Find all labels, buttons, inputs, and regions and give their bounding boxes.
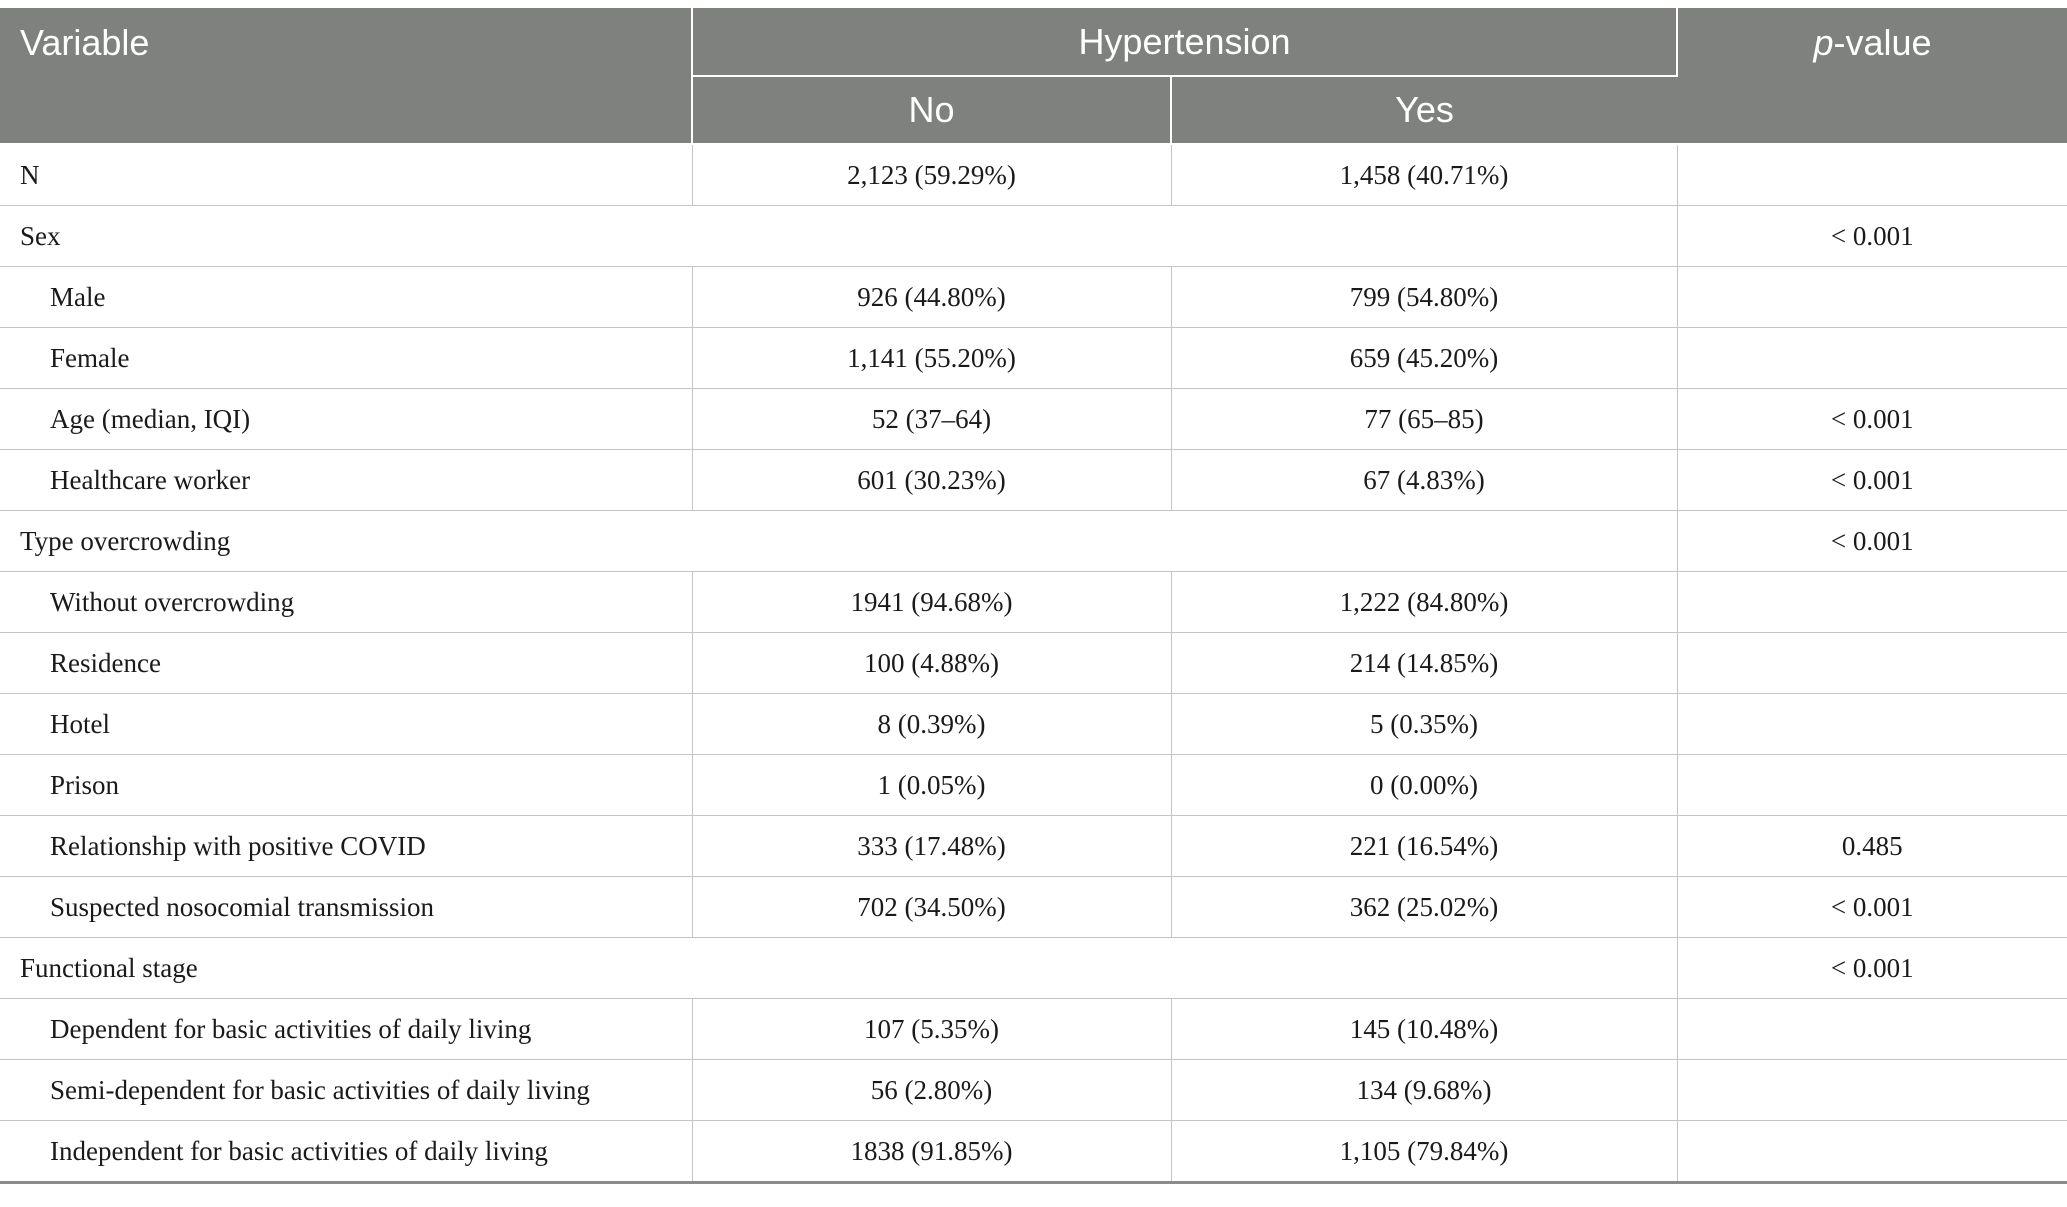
row-section-label: Sex <box>0 206 1677 267</box>
p-value <box>1677 144 2067 206</box>
p-value <box>1677 572 2067 633</box>
table-row <box>0 694 2067 755</box>
yes-value: 5 (0.35%) <box>1171 694 1677 755</box>
table-row <box>0 328 2067 389</box>
no-value: 1838 (91.85%) <box>692 1121 1171 1183</box>
no-value: 1941 (94.68%) <box>692 572 1171 633</box>
row-label: Age (median, IQI) <box>0 389 692 450</box>
table-row <box>0 938 2067 999</box>
table-row <box>0 144 2067 206</box>
yes-value: 1,105 (79.84%) <box>1171 1121 1677 1183</box>
yes-value: 67 (4.83%) <box>1171 450 1677 511</box>
p-value: 0.485 <box>1677 816 2067 877</box>
p-value <box>1677 755 2067 816</box>
table-row <box>0 999 2067 1060</box>
no-value: 52 (37–64) <box>692 389 1171 450</box>
row-label: Without overcrowding <box>0 572 692 633</box>
no-value: 107 (5.35%) <box>692 999 1171 1060</box>
row-section-label: Functional stage <box>0 938 1677 999</box>
row-label: Female <box>0 328 692 389</box>
table-row <box>0 267 2067 328</box>
yes-value: 0 (0.00%) <box>1171 755 1677 816</box>
table-row <box>0 877 2067 938</box>
row-label: Prison <box>0 755 692 816</box>
p-value-header-rest: -value <box>1833 22 1932 63</box>
no-value: 56 (2.80%) <box>692 1060 1171 1121</box>
yes-value: 214 (14.85%) <box>1171 633 1677 694</box>
yes-value: 134 (9.68%) <box>1171 1060 1677 1121</box>
no-value: 702 (34.50%) <box>692 877 1171 938</box>
yes-value: 145 (10.48%) <box>1171 999 1677 1060</box>
p-value <box>1677 267 2067 328</box>
row-label: Relationship with positive COVID <box>0 816 692 877</box>
yes-column-header: Yes <box>1171 76 1677 144</box>
row-label: Healthcare worker <box>0 450 692 511</box>
p-value: < 0.001 <box>1677 511 2067 572</box>
no-value: 601 (30.23%) <box>692 450 1171 511</box>
table-row <box>0 755 2067 816</box>
p-value-header-italic: p <box>1813 22 1834 63</box>
row-label: Suspected nosocomial transmission <box>0 877 692 938</box>
p-value-header <box>1677 8 2067 144</box>
yes-value: 1,458 (40.71%) <box>1171 144 1677 206</box>
p-value <box>1677 694 2067 755</box>
no-value: 926 (44.80%) <box>692 267 1171 328</box>
row-label: Semi-dependent for basic activities of daily living <box>0 1060 692 1121</box>
yes-value: 659 (45.20%) <box>1171 328 1677 389</box>
p-value <box>1677 1121 2067 1183</box>
hypertension-group-header: Hypertension <box>692 8 1677 76</box>
row-section-label: Type overcrowding <box>0 511 1677 572</box>
hypertension-table <box>0 8 2067 1184</box>
table-row <box>0 206 2067 267</box>
no-value: 1,141 (55.20%) <box>692 328 1171 389</box>
p-value: < 0.001 <box>1677 938 2067 999</box>
p-value: < 0.001 <box>1677 389 2067 450</box>
row-label: Independent for basic activities of daily living <box>0 1121 692 1183</box>
yes-value: 362 (25.02%) <box>1171 877 1677 938</box>
no-value: 333 (17.48%) <box>692 816 1171 877</box>
p-value: < 0.001 <box>1677 206 2067 267</box>
no-value: 2,123 (59.29%) <box>692 144 1171 206</box>
no-value: 1 (0.05%) <box>692 755 1171 816</box>
no-column-header: No <box>692 76 1171 144</box>
row-label: N <box>0 144 692 206</box>
p-value: < 0.001 <box>1677 450 2067 511</box>
row-label: Dependent for basic activities of daily living <box>0 999 692 1060</box>
variable-header: Variable <box>0 8 692 144</box>
p-value: < 0.001 <box>1677 877 2067 938</box>
table-row <box>0 1060 2067 1121</box>
yes-value: 77 (65–85) <box>1171 389 1677 450</box>
table-row <box>0 511 2067 572</box>
yes-value: 799 (54.80%) <box>1171 267 1677 328</box>
table-row <box>0 816 2067 877</box>
table-row <box>0 450 2067 511</box>
row-label: Male <box>0 267 692 328</box>
p-value <box>1677 999 2067 1060</box>
table-row <box>0 389 2067 450</box>
yes-value: 221 (16.54%) <box>1171 816 1677 877</box>
yes-value: 1,222 (84.80%) <box>1171 572 1677 633</box>
table-row <box>0 633 2067 694</box>
p-value <box>1677 328 2067 389</box>
no-value: 8 (0.39%) <box>692 694 1171 755</box>
table-row <box>0 572 2067 633</box>
table-header <box>0 8 2067 144</box>
no-value: 100 (4.88%) <box>692 633 1171 694</box>
row-label: Hotel <box>0 694 692 755</box>
table-row <box>0 1121 2067 1183</box>
p-value <box>1677 1060 2067 1121</box>
p-value <box>1677 633 2067 694</box>
row-label: Residence <box>0 633 692 694</box>
